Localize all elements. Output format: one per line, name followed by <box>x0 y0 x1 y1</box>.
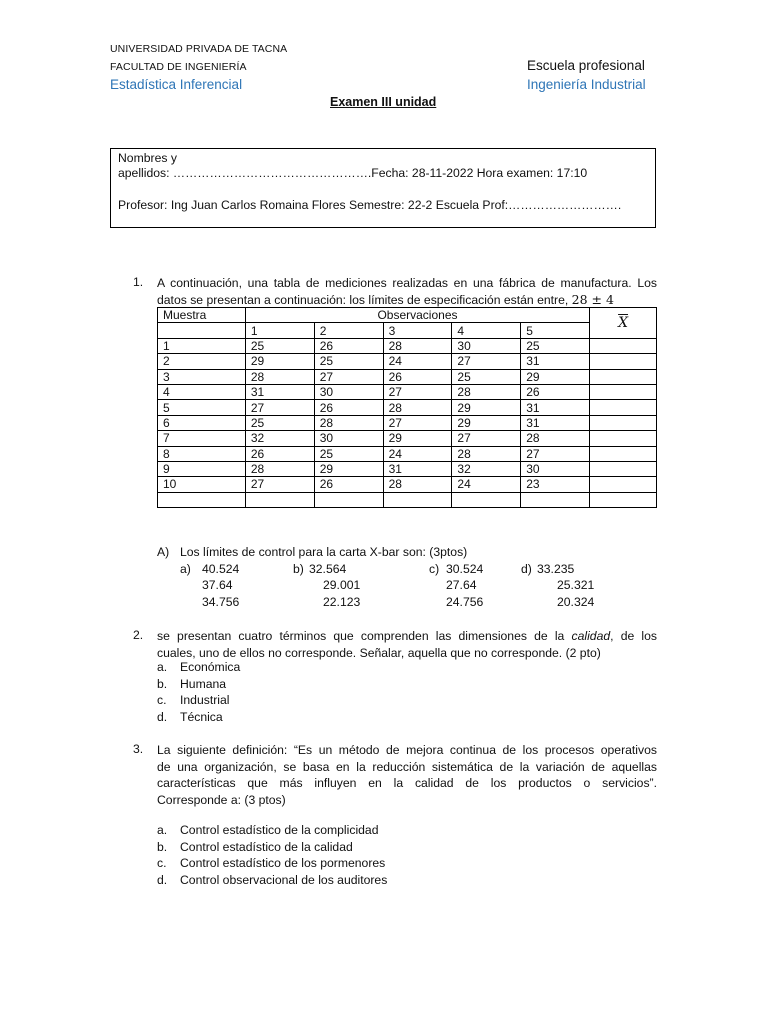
observation-cell: 26 <box>521 384 590 399</box>
obs-header: 5 <box>521 323 590 338</box>
professor-line: Profesor: Ing Juan Carlos Romaina Flores Semestre: 22-2 Escuela Prof:………………………. <box>118 198 622 212</box>
q2-line1-a: se presentan cuatro términos que comprenden las dimensiones de la <box>157 629 565 643</box>
option-letter: a. <box>157 660 168 674</box>
xbar-cell <box>590 431 657 446</box>
header-sample: Muestra <box>158 308 246 323</box>
q1-spec-value: 28 ± 4 <box>571 291 614 307</box>
observation-cell: 29 <box>521 369 590 384</box>
table-row <box>158 431 657 446</box>
option-value: 25.321 <box>557 578 595 592</box>
observation-cell: 32 <box>245 431 314 446</box>
option-text: Humana <box>180 676 227 691</box>
obs-header: 3 <box>383 323 452 338</box>
sample-cell: 2 <box>158 354 246 369</box>
observation-cell: 28 <box>314 415 383 430</box>
q1-line2-text: datos se presentan a continuación: los límites de especificación están entre, <box>157 292 569 307</box>
option-value: 33.235 <box>537 562 575 576</box>
observation-cell: 26 <box>314 400 383 415</box>
observation-cell: 30 <box>314 384 383 399</box>
empty-cell <box>452 492 521 507</box>
table-row <box>158 400 657 415</box>
q3-line4: Corresponde a: (3 ptos) <box>157 792 286 807</box>
xbar-symbol: $\overline{X}$ <box>618 314 629 331</box>
observation-cell: 24 <box>383 446 452 461</box>
q1-line2 <box>157 292 657 309</box>
header-xbar <box>590 308 657 339</box>
table-subheader-row <box>158 323 657 338</box>
option-label: a) <box>180 562 191 576</box>
sample-cell: 1 <box>158 338 246 353</box>
sample-cell: 6 <box>158 415 246 430</box>
measurement-table <box>157 307 657 508</box>
q3-number: 3. <box>133 742 144 756</box>
option-label: c) <box>429 562 440 576</box>
observation-cell: 28 <box>521 431 590 446</box>
table-row <box>158 461 657 476</box>
table-row <box>158 369 657 384</box>
table-header-row <box>158 308 657 323</box>
sample-cell: 3 <box>158 369 246 384</box>
option-value: 30.524 <box>446 562 484 576</box>
observation-cell: 28 <box>452 384 521 399</box>
observation-cell: 27 <box>452 354 521 369</box>
sub-a-text: Los límites de control para la carta X-bar son: (3ptos) <box>180 545 468 559</box>
observation-cell: 26 <box>383 369 452 384</box>
empty-cell <box>314 492 383 507</box>
xbar-cell <box>590 415 657 430</box>
sub-a-label: A) <box>157 545 170 559</box>
observation-cell: 29 <box>245 354 314 369</box>
xbar-cell <box>590 446 657 461</box>
observation-cell: 27 <box>521 446 590 461</box>
q3-line1: La siguiente definición: “Es un método de mejora continua de los procesos operativos <box>157 743 657 757</box>
empty-cell <box>158 492 246 507</box>
table-row <box>158 446 657 461</box>
observation-cell: 27 <box>245 400 314 415</box>
q3-line3: características que más influyen en la calidad de los productos o servicios”. <box>157 776 657 791</box>
school-label: Escuela profesional <box>527 58 645 73</box>
xbar-cell <box>590 354 657 369</box>
option-value: 29.001 <box>323 578 361 592</box>
observation-cell: 25 <box>314 354 383 369</box>
xbar-cell <box>590 384 657 399</box>
option-value: 20.324 <box>557 595 595 609</box>
obs-header: 2 <box>314 323 383 338</box>
empty-cell <box>245 492 314 507</box>
sample-cell: 8 <box>158 446 246 461</box>
observation-cell: 29 <box>314 461 383 476</box>
q1-number: 1. <box>133 275 144 289</box>
obs-header: 1 <box>245 323 314 338</box>
observation-cell: 31 <box>383 461 452 476</box>
sample-cell: 10 <box>158 477 246 492</box>
option-letter: c. <box>157 856 167 871</box>
sample-cell: 9 <box>158 461 246 476</box>
option-value: 34.756 <box>202 595 240 609</box>
observation-cell: 29 <box>383 431 452 446</box>
option-text: Control observacional de los auditores <box>180 872 388 887</box>
option-value: 22.123 <box>323 595 361 609</box>
option-letter: d. <box>157 872 168 887</box>
observation-cell: 32 <box>452 461 521 476</box>
observation-cell: 31 <box>521 354 590 369</box>
xbar-cell <box>590 461 657 476</box>
option-value: 40.524 <box>202 562 240 576</box>
observation-cell: 29 <box>452 415 521 430</box>
q3-text <box>157 742 657 808</box>
header-observations: Observaciones <box>245 308 589 323</box>
option-letter: b. <box>157 676 168 691</box>
observation-cell: 25 <box>521 338 590 353</box>
observation-cell: 26 <box>245 446 314 461</box>
option-letter: b. <box>157 839 168 854</box>
faculty-name: FACULTAD DE INGENIERÍA <box>110 61 247 73</box>
xbar-cell <box>590 400 657 415</box>
option-letter: c. <box>157 693 167 708</box>
q2-line1-b: , de los <box>610 629 657 643</box>
option-text: Control estadístico de la complicidad <box>180 823 379 837</box>
observation-cell: 24 <box>452 477 521 492</box>
empty-cell <box>521 492 590 507</box>
sample-cell: 4 <box>158 384 246 399</box>
option-text: Control estadístico de los pormenores <box>180 856 386 871</box>
observation-cell: 27 <box>314 369 383 384</box>
empty-cell <box>590 492 657 507</box>
xbar-cell <box>590 369 657 384</box>
observation-cell: 26 <box>314 477 383 492</box>
table-row <box>158 354 657 369</box>
sample-cell: 5 <box>158 400 246 415</box>
q1-sub-a <box>157 545 468 559</box>
table-row <box>158 415 657 430</box>
observation-cell: 27 <box>383 415 452 430</box>
option-value: 32.564 <box>309 562 347 576</box>
observation-cell: 27 <box>245 477 314 492</box>
observation-cell: 28 <box>383 477 452 492</box>
observation-cell: 30 <box>521 461 590 476</box>
option-text: Industrial <box>180 693 230 708</box>
surnames-date-line: apellidos: ………………………………………….Fecha: 28-11-2022 Hora examen: 17:10 <box>118 166 588 180</box>
observation-cell: 26 <box>314 338 383 353</box>
xbar-cell <box>590 477 657 492</box>
school-name: Ingeniería Industrial <box>527 77 646 92</box>
q2-line1-em: calidad <box>571 629 611 643</box>
q1-text <box>157 275 657 308</box>
empty-cell <box>383 492 452 507</box>
obs-header: 4 <box>452 323 521 338</box>
option-letter: a. <box>157 823 168 837</box>
observation-cell: 31 <box>521 400 590 415</box>
q1-line1: A continuación, una tabla de mediciones realizadas en una fábrica de manufactura. Los <box>157 276 657 290</box>
option-text: Técnica <box>180 709 223 724</box>
observation-cell: 29 <box>452 400 521 415</box>
observation-cell: 28 <box>383 338 452 353</box>
table-row <box>158 384 657 399</box>
sample-cell: 7 <box>158 431 246 446</box>
q2-number: 2. <box>133 628 144 642</box>
course-name: Estadística Inferencial <box>110 77 243 92</box>
option-label: b) <box>293 562 304 576</box>
observation-cell: 25 <box>452 369 521 384</box>
table-empty-row <box>158 492 657 507</box>
q3-line2: de una organización, se basa en la reducción sistemática de la variación de aquellas <box>157 759 657 774</box>
observation-cell: 25 <box>314 446 383 461</box>
option-text: Control estadístico de la calidad <box>180 839 353 854</box>
observation-cell: 25 <box>245 415 314 430</box>
observation-cell: 27 <box>383 384 452 399</box>
q2-line2: cuales, uno de ellos no corresponde. Señalar, aquella que no corresponde. (2 pto) <box>157 645 601 660</box>
observation-cell: 28 <box>383 400 452 415</box>
option-letter: d. <box>157 709 168 724</box>
option-value: 37.64 <box>202 578 233 592</box>
observation-cell: 30 <box>314 431 383 446</box>
observation-cell: 30 <box>452 338 521 353</box>
table-row <box>158 338 657 353</box>
observation-cell: 27 <box>452 431 521 446</box>
exam-title: Examen III unidad <box>330 95 437 109</box>
observation-cell: 28 <box>245 461 314 476</box>
q2-text <box>157 628 657 661</box>
university-name: UNIVERSIDAD PRIVADA DE TACNA <box>110 43 288 55</box>
subheader-empty <box>158 323 246 338</box>
student-info-box <box>110 148 656 228</box>
observation-cell: 31 <box>521 415 590 430</box>
observation-cell: 24 <box>383 354 452 369</box>
names-label: Nombres y <box>118 151 177 165</box>
option-text: Económica <box>180 660 241 674</box>
observation-cell: 28 <box>452 446 521 461</box>
xbar-cell <box>590 338 657 353</box>
option-value: 24.756 <box>446 595 484 609</box>
option-value: 27.64 <box>446 578 477 592</box>
q2-line1 <box>157 628 657 645</box>
observation-cell: 31 <box>245 384 314 399</box>
observation-cell: 28 <box>245 369 314 384</box>
observation-cell: 23 <box>521 477 590 492</box>
table-row <box>158 477 657 492</box>
option-label: d) <box>521 562 532 576</box>
observation-cell: 25 <box>245 338 314 353</box>
